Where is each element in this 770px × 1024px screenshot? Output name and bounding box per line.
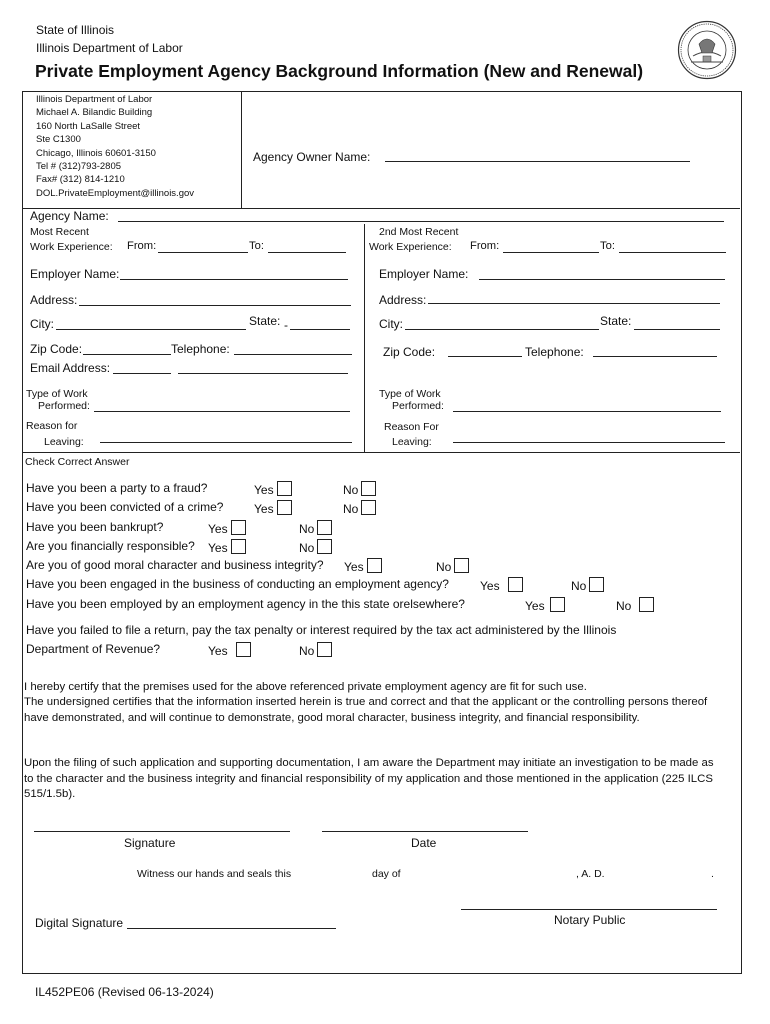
most-recent-label: Most Recent xyxy=(30,226,89,238)
tax-yes-checkbox[interactable] xyxy=(236,642,251,657)
no-option xyxy=(343,481,376,497)
to-field-2[interactable] xyxy=(619,252,726,253)
zip-code-field[interactable] xyxy=(83,354,171,355)
address-line: Chicago, Illinois 60601-3150 xyxy=(36,147,156,159)
type-of-work-label: Type of Work xyxy=(26,388,88,400)
no-option xyxy=(299,520,332,536)
date-label: Date xyxy=(411,836,437,850)
engaged-no-checkbox[interactable] xyxy=(589,577,604,592)
yes-label: Yes xyxy=(525,599,545,613)
notary-line[interactable] xyxy=(461,909,717,910)
yes-option xyxy=(208,642,251,658)
type-of-work-field[interactable] xyxy=(94,411,350,412)
certification-para-3: Upon the filing of such application and supporting documentation, I am aware the Department may initiate an investigation to be made as to the character and the business integrity and financial responsibility of my application and those mentioned in the application (225 ILCS 515/1.5b). xyxy=(24,757,714,800)
city-label-2: City: xyxy=(379,317,403,331)
email-field-part1[interactable] xyxy=(113,373,171,374)
column-divider xyxy=(364,224,365,452)
fraud-yes-checkbox[interactable] xyxy=(277,481,292,496)
to-field[interactable] xyxy=(268,252,346,253)
yes-label: Yes xyxy=(480,579,500,593)
divider xyxy=(22,208,740,209)
moral-no-checkbox[interactable] xyxy=(454,558,469,573)
address-label-2: Address: xyxy=(379,293,427,307)
address-line: Illinois Department of Labor xyxy=(36,94,153,105)
employer-name-label-2: Employer Name: xyxy=(379,267,469,281)
city-field-2[interactable] xyxy=(405,329,599,330)
employer-name-field[interactable] xyxy=(120,279,348,280)
yes-option xyxy=(344,558,382,574)
city-label: City: xyxy=(30,317,54,331)
date-line[interactable] xyxy=(322,831,528,832)
certification-para-1: I hereby certify that the premises used for the above referenced private employment agency are fit for such use. xyxy=(24,681,587,693)
question-crime: Have you been convicted of a crime? xyxy=(26,500,224,514)
yes-label: Yes xyxy=(254,502,274,516)
from-field[interactable] xyxy=(158,252,248,253)
email-address-line: DOL.PrivateEmployment@illinois.gov xyxy=(36,187,195,199)
employer-name-label: Employer Name: xyxy=(30,267,120,281)
state-seal-icon xyxy=(677,20,737,80)
agency-owner-label: Agency Owner Name: xyxy=(253,150,371,164)
employer-name-field-2[interactable] xyxy=(479,279,725,280)
work-experience-label: Work Experience: xyxy=(30,241,113,253)
yes-option xyxy=(480,577,523,593)
agency-name-label: Agency Name: xyxy=(30,209,109,223)
question-bankrupt: Have you been bankrupt? xyxy=(26,520,164,534)
question-employed-agency: Have you been employed by an employment agency in the this state orelsewhere? xyxy=(26,597,465,611)
no-label: No xyxy=(299,644,315,658)
question-tax-return: Have you failed to file a return, pay the tax penalty or interest required by the tax act administered by the Illinois xyxy=(26,623,617,637)
question-fraud: Have you been a party to a fraud? xyxy=(26,481,208,495)
no-label: No xyxy=(436,560,452,574)
address-line: Fax# (312) 814-1210 xyxy=(36,174,125,186)
no-label: No xyxy=(571,579,587,593)
zip-code-label: Zip Code: xyxy=(30,342,83,356)
fraud-no-checkbox[interactable] xyxy=(361,481,376,496)
to-label: To: xyxy=(249,240,264,252)
leaving-label: Leaving: xyxy=(44,436,84,448)
signature-line[interactable] xyxy=(34,831,290,832)
no-option xyxy=(571,577,604,593)
yes-option xyxy=(208,539,246,555)
zip-code-label-2: Zip Code: xyxy=(383,345,436,359)
address-field[interactable] xyxy=(79,305,351,306)
no-label: No xyxy=(343,502,359,516)
department-label: Illinois Department of Labor xyxy=(36,41,183,55)
yes-label: Yes xyxy=(208,522,228,536)
yes-label: Yes xyxy=(208,644,228,658)
address-line: Ste C1300 xyxy=(36,134,81,146)
yes-option xyxy=(254,500,292,516)
state-label: State: xyxy=(249,314,281,328)
question-engaged-business: Have you been engaged in the business of conducting an employment agency? xyxy=(26,577,449,591)
telephone-label-2: Telephone: xyxy=(525,345,584,359)
no-option xyxy=(299,642,332,658)
agency-owner-field[interactable] xyxy=(385,161,690,162)
email-field-part2[interactable] xyxy=(178,373,348,374)
tax-no-checkbox[interactable] xyxy=(317,642,332,657)
engaged-yes-checkbox[interactable] xyxy=(508,577,523,592)
ad-text: , A. D. xyxy=(576,868,605,880)
second-most-recent-label: 2nd Most Recent xyxy=(379,226,459,238)
notary-public-label: Notary Public xyxy=(554,913,626,927)
question-moral-character: Are you of good moral character and business integrity? xyxy=(26,558,324,572)
from-field-2[interactable] xyxy=(503,252,599,253)
state-dash: - xyxy=(284,318,288,332)
no-option xyxy=(343,500,376,516)
email-address-label: Email Address: xyxy=(30,361,111,375)
address-line: 160 North LaSalle Street xyxy=(36,120,141,132)
address-line: Tel # (312)793-2805 xyxy=(36,161,122,173)
reason-for-label-2: Reason For xyxy=(384,421,439,433)
form-id: IL452PE06 (Revised 06-13-2024) xyxy=(35,985,214,999)
no-option xyxy=(299,539,332,555)
crime-yes-checkbox[interactable] xyxy=(277,500,292,515)
yes-option xyxy=(254,481,292,497)
telephone-field[interactable] xyxy=(234,354,352,355)
no-label: No xyxy=(616,599,632,613)
witness-text: Witness our hands and seals this xyxy=(137,868,292,880)
crime-no-checkbox[interactable] xyxy=(361,500,376,515)
yes-label: Yes xyxy=(208,541,228,555)
address-block-text xyxy=(36,93,194,200)
certification-para-2: The undersigned certifies that the information inserted herein is true and correct and that the applicant or the controlling persons thereof have demonstrated, and will continue to demonstrate, good moral character, business integrity, and financial responsibility. xyxy=(24,696,708,724)
leaving-label-2: Leaving: xyxy=(392,436,432,448)
reason-for-leaving-field-2[interactable] xyxy=(453,442,725,443)
page-title: Private Employment Agency Background Information (New and Renewal) xyxy=(35,61,644,81)
day-of-text: day of xyxy=(372,868,401,880)
address-field-2[interactable] xyxy=(428,303,720,304)
to-label-2: To: xyxy=(600,240,615,252)
zip-code-field-2[interactable] xyxy=(448,356,522,357)
yes-label: Yes xyxy=(254,483,274,497)
no-label: No xyxy=(343,483,359,497)
performed-label: Performed: xyxy=(38,400,90,412)
financial-no-checkbox[interactable] xyxy=(317,539,332,554)
yes-option xyxy=(525,597,565,613)
bankrupt-no-checkbox[interactable] xyxy=(317,520,332,535)
no-option xyxy=(436,558,469,574)
state-field-2[interactable] xyxy=(634,329,720,330)
type-of-work-label-2: Type of Work xyxy=(379,388,441,400)
state-label: State of Illinois xyxy=(36,23,115,37)
signature-label: Signature xyxy=(124,836,176,850)
question-tax-return-cont: Department of Revenue? xyxy=(26,642,161,656)
no-label: No xyxy=(299,522,315,536)
telephone-label: Telephone: xyxy=(171,342,230,356)
period-text: . xyxy=(711,868,714,880)
from-label: From: xyxy=(127,240,157,252)
state-label-2: State: xyxy=(600,314,632,328)
digital-signature-field[interactable] xyxy=(127,928,336,929)
work-experience-label-2: Work Experience: xyxy=(369,241,452,253)
bankrupt-yes-checkbox[interactable] xyxy=(231,520,246,535)
check-correct-answer-heading: Check Correct Answer xyxy=(25,456,130,468)
divider xyxy=(22,452,740,453)
performed-label-2: Performed: xyxy=(392,400,444,412)
telephone-field-2[interactable] xyxy=(593,356,717,357)
reason-for-label: Reason for xyxy=(26,420,78,432)
state-field[interactable] xyxy=(290,329,350,330)
agency-name-field[interactable] xyxy=(118,221,724,222)
address-line: Michael A. Bilandic Building xyxy=(36,107,153,119)
question-financially-responsible: Are you financially responsible? xyxy=(26,539,195,553)
digital-signature-label: Digital Signature xyxy=(35,916,124,930)
moral-yes-checkbox[interactable] xyxy=(367,558,382,573)
reason-for-leaving-field[interactable] xyxy=(100,442,352,443)
no-option xyxy=(616,597,654,613)
financial-yes-checkbox[interactable] xyxy=(231,539,246,554)
yes-label: Yes xyxy=(344,560,364,574)
from-label-2: From: xyxy=(470,240,500,252)
employed-yes-checkbox[interactable] xyxy=(550,597,565,612)
type-of-work-field-2[interactable] xyxy=(453,411,721,412)
yes-option xyxy=(208,520,246,536)
city-field[interactable] xyxy=(56,329,246,330)
no-label: No xyxy=(299,541,315,555)
address-label: Address: xyxy=(30,293,78,307)
employed-no-checkbox[interactable] xyxy=(639,597,654,612)
